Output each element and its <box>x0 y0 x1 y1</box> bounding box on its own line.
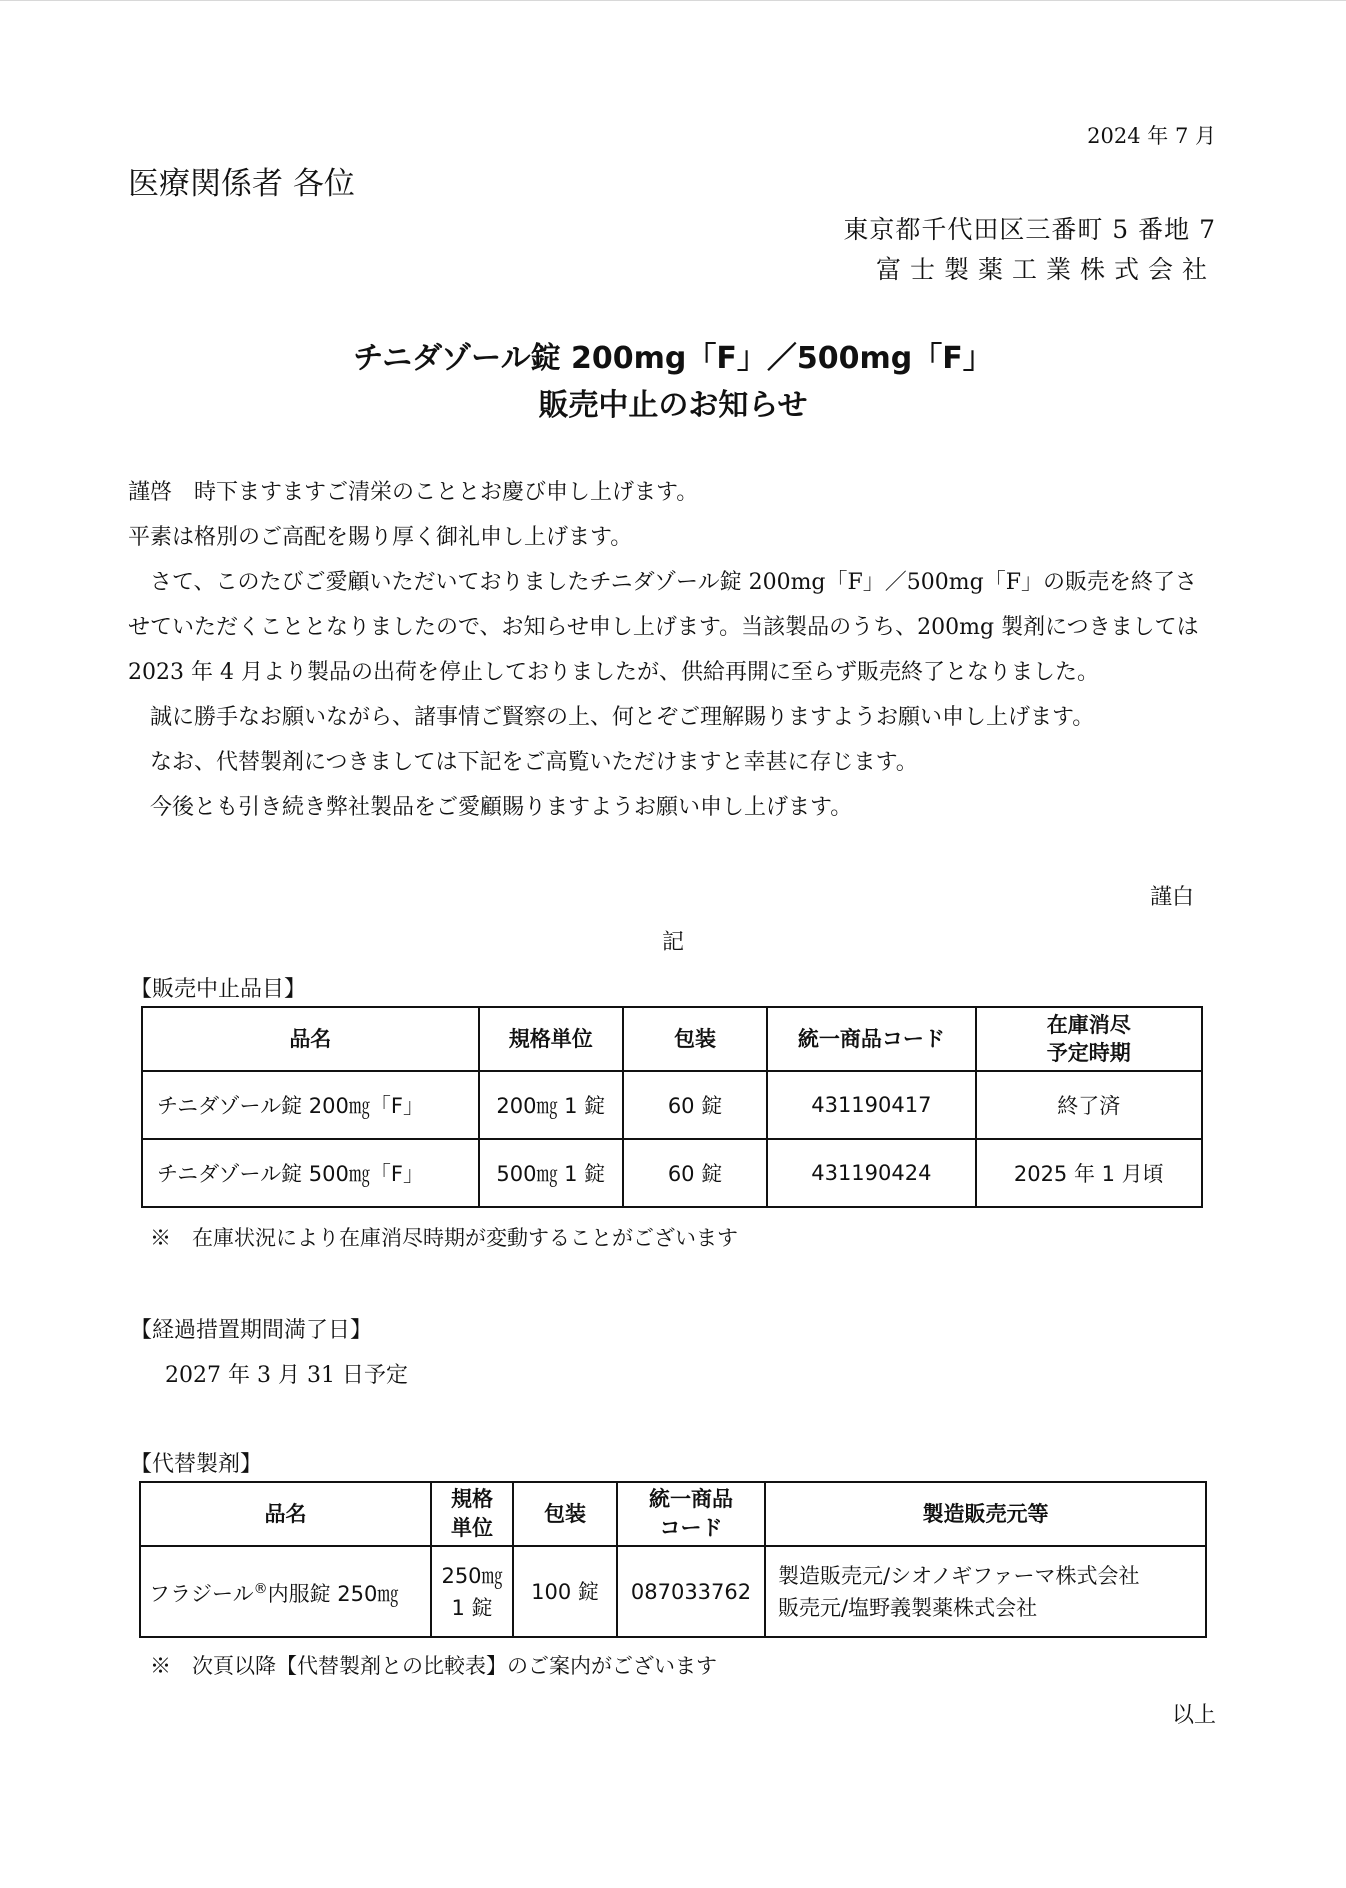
col-name-header: 品名 <box>142 1007 479 1071</box>
product-package: 60 錠 <box>623 1071 767 1139</box>
alt-code-header-line1: 統一商品 <box>649 1487 733 1511</box>
alt-col-maker-header: 製造販売元等 <box>765 1482 1206 1546</box>
transition-date: 2027 年 3 月 31 日予定 <box>165 1363 408 1388</box>
col-stockout-header <box>976 1007 1202 1071</box>
alt-unit-header-line2: 単位 <box>451 1516 493 1540</box>
registered-mark: ® <box>253 1581 268 1597</box>
closing-keihaku: 謹白 <box>1149 885 1194 910</box>
transition-heading: 【経過措置期間満了日】 <box>130 1318 373 1343</box>
alt-product-package: 100 錠 <box>513 1546 617 1637</box>
alt-name-main: フラジール <box>149 1582 254 1606</box>
document-date: 2024 年 7 月 <box>1087 124 1216 148</box>
ki-marker: 記 <box>661 930 684 955</box>
alternative-heading: 【代替製剤】 <box>130 1452 263 1477</box>
company-name: 富士製薬工業株式会社 <box>875 255 1216 284</box>
alt-unit-line2: 1 錠 <box>451 1595 493 1620</box>
alt-col-name-header: 品名 <box>140 1482 431 1546</box>
greeting-paragraph: 謹啓 時下ますますご清栄のこととお慶び申し上げます。 <box>128 480 699 505</box>
announcement-paragraph: さて、このたびご愛顧いただいておりましたチニダゾール錠 200mg「F」／500mg「F」の販売を終了させていただくこととなりましたので、お知らせ申し上げます。当該製品のうち、200mg 製剤につきましては 2023 年 4 月より製品の出荷を停止しておりましたが、供給再開に至らず販売終了となりました。 <box>128 570 1199 685</box>
alt-col-code-header <box>617 1482 765 1546</box>
product-package: 60 錠 <box>623 1139 767 1207</box>
maker-line1: 製造販売元/シオノギファーマ株式会社 <box>778 1563 1140 1588</box>
product-code: 431190417 <box>767 1071 975 1139</box>
page-top-edge <box>0 0 1346 9</box>
product-code: 431190424 <box>767 1139 975 1207</box>
discontinued-table <box>141 1006 1203 1208</box>
alt-product-unit <box>431 1546 513 1637</box>
table-row <box>140 1546 1206 1637</box>
alt-col-unit-header <box>431 1482 513 1546</box>
table-row <box>142 1139 1202 1207</box>
closing-ijou: 以上 <box>1171 1703 1216 1728</box>
letter-body <box>128 470 1218 830</box>
alt-product-name <box>140 1546 431 1637</box>
alternative-table <box>139 1481 1207 1638</box>
alt-unit-line1: 250㎎ <box>441 1563 503 1588</box>
document-title: チニダゾール錠 200mg「F」／500mg「F」 <box>353 341 993 376</box>
col-code-header: 統一商品コード <box>767 1007 975 1071</box>
document-subtitle: 販売中止のお知らせ <box>538 388 808 423</box>
alternative-paragraph: なお、代替製剤につきましては下記をご高覧いただけますと幸甚に存じます。 <box>150 750 918 775</box>
alt-product-code: 087033762 <box>617 1546 765 1637</box>
stockout-header-line2: 予定時期 <box>1046 1041 1131 1065</box>
table-row <box>142 1071 1202 1139</box>
company-address: 東京都千代田区三番町 5 番地 7 <box>843 215 1216 244</box>
alt-unit-header-line1: 規格 <box>451 1487 493 1511</box>
alt-product-maker <box>765 1546 1206 1637</box>
product-name: チニダゾール錠 500㎎「F」 <box>142 1139 479 1207</box>
discontinued-heading: 【販売中止品目】 <box>130 977 307 1002</box>
thanks-paragraph: 平素は格別のご高配を賜り厚く御礼申し上げます。 <box>128 525 633 550</box>
product-stockout: 終了済 <box>976 1071 1202 1139</box>
stock-note: ※ 在庫状況により在庫消尽時期が変動することがございます <box>150 1226 738 1250</box>
col-package-header: 包装 <box>623 1007 767 1071</box>
comparison-note: ※ 次頁以降【代替製剤との比較表】のご案内がございます <box>150 1654 717 1678</box>
stockout-header-line1: 在庫消尽 <box>1046 1013 1131 1037</box>
continued-patronage-paragraph: 今後とも引き続き弊社製品をご愛顧賜りますようお願い申し上げます。 <box>150 795 853 820</box>
product-unit: 500㎎ 1 錠 <box>479 1139 623 1207</box>
maker-line2: 販売元/塩野義製薬株式会社 <box>778 1595 1038 1620</box>
table-header-row <box>142 1007 1202 1071</box>
product-stockout: 2025 年 1 月頃 <box>976 1139 1202 1207</box>
product-name: チニダゾール錠 200㎎「F」 <box>142 1071 479 1139</box>
addressee: 医療関係者 各位 <box>128 166 355 202</box>
table-header-row <box>140 1482 1206 1546</box>
col-unit-header: 規格単位 <box>479 1007 623 1071</box>
alt-col-package-header: 包装 <box>513 1482 617 1546</box>
product-unit: 200㎎ 1 錠 <box>479 1071 623 1139</box>
alt-name-rest: 内服錠 250㎎ <box>267 1582 399 1606</box>
alt-code-header-line2: コード <box>659 1516 723 1540</box>
apology-paragraph: 誠に勝手なお願いながら、諸事情ご賢察の上、何とぞご理解賜りますようお願い申し上げます。 <box>150 705 1095 730</box>
